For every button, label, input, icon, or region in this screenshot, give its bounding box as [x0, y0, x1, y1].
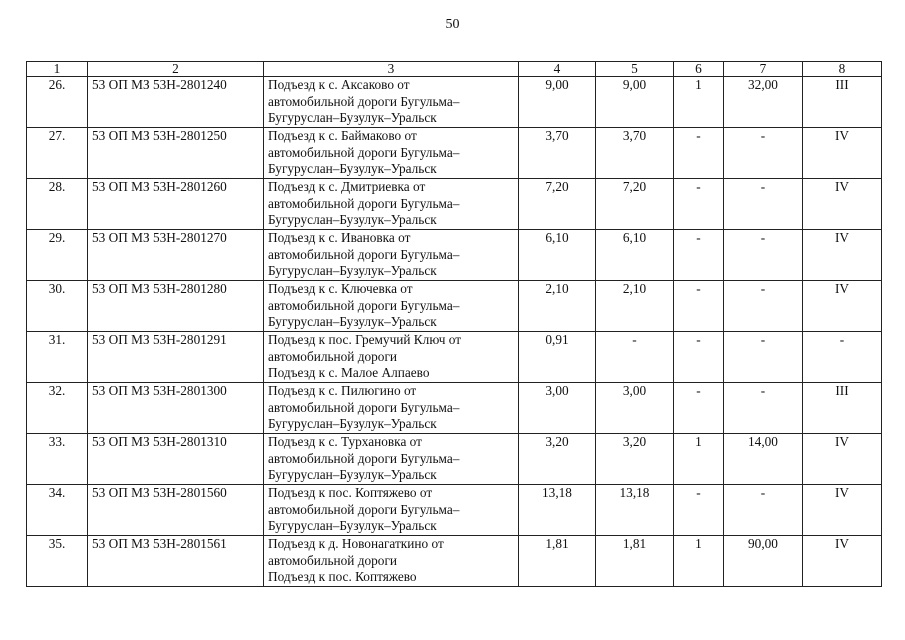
road-code: 53 ОП МЗ 53Н-2801300	[88, 383, 264, 434]
cell-col-6: -	[674, 281, 724, 332]
cell-col-5: 6,10	[596, 230, 674, 281]
col-header-7: 7	[724, 62, 803, 77]
row-number: 31.	[27, 332, 88, 383]
cell-col-8: IV	[803, 485, 882, 536]
cell-col-6: -	[674, 230, 724, 281]
road-name: Подъезд к пос. Коптяжево от автомобильной дороги Бугульма– Бугуруслан–Бузулук–Уральск	[264, 485, 519, 536]
col-header-1: 1	[27, 62, 88, 77]
road-name: Подъезд к с. Баймаково от автомобильной дороги Бугульма– Бугуруслан–Бузулук–Уральск	[264, 128, 519, 179]
row-number: 34.	[27, 485, 88, 536]
road-code: 53 ОП МЗ 53Н-2801561	[88, 536, 264, 587]
cell-col-8: IV	[803, 230, 882, 281]
cell-col-6: 1	[674, 77, 724, 128]
cell-col-6: -	[674, 383, 724, 434]
cell-col-8: IV	[803, 128, 882, 179]
table-row	[27, 179, 882, 230]
cell-col-7: -	[724, 179, 803, 230]
road-name: Подъезд к пос. Гремучий Ключ от автомобильной дороги Подъезд к с. Малое Алпаево	[264, 332, 519, 383]
row-number: 29.	[27, 230, 88, 281]
cell-col-6: -	[674, 332, 724, 383]
cell-col-7: -	[724, 281, 803, 332]
cell-col-4: 0,91	[519, 332, 596, 383]
road-name: Подъезд к с. Ивановка от автомобильной дороги Бугульма– Бугуруслан–Бузулук–Уральск	[264, 230, 519, 281]
road-code: 53 ОП МЗ 53Н-2801310	[88, 434, 264, 485]
cell-col-7: -	[724, 230, 803, 281]
cell-col-7: 90,00	[724, 536, 803, 587]
table-row	[27, 485, 882, 536]
cell-col-6: 1	[674, 536, 724, 587]
cell-col-6: 1	[674, 434, 724, 485]
col-header-8: 8	[803, 62, 882, 77]
cell-col-4: 2,10	[519, 281, 596, 332]
cell-col-4: 7,20	[519, 179, 596, 230]
cell-col-7: -	[724, 485, 803, 536]
col-header-3: 3	[264, 62, 519, 77]
road-name: Подъезд к с. Аксаково от автомобильной дороги Бугульма– Бугуруслан–Бузулук–Уральск	[264, 77, 519, 128]
cell-col-7: -	[724, 332, 803, 383]
cell-col-4: 9,00	[519, 77, 596, 128]
road-name: Подъезд к с. Ключевка от автомобильной дороги Бугульма– Бугуруслан–Бузулук–Уральск	[264, 281, 519, 332]
cell-col-8: IV	[803, 179, 882, 230]
road-code: 53 ОП МЗ 53Н-2801280	[88, 281, 264, 332]
table-row	[27, 536, 882, 587]
table-row	[27, 383, 882, 434]
row-number: 27.	[27, 128, 88, 179]
page-number: 50	[445, 17, 460, 32]
row-number: 32.	[27, 383, 88, 434]
cell-col-5: 3,70	[596, 128, 674, 179]
col-header-2: 2	[88, 62, 264, 77]
cell-col-4: 1,81	[519, 536, 596, 587]
cell-col-4: 13,18	[519, 485, 596, 536]
cell-col-7: 14,00	[724, 434, 803, 485]
cell-col-4: 6,10	[519, 230, 596, 281]
cell-col-5: 9,00	[596, 77, 674, 128]
road-code: 53 ОП МЗ 53Н-2801291	[88, 332, 264, 383]
cell-col-4: 3,20	[519, 434, 596, 485]
road-code: 53 ОП МЗ 53Н-2801560	[88, 485, 264, 536]
cell-col-8: -	[803, 332, 882, 383]
cell-col-4: 3,70	[519, 128, 596, 179]
row-number: 26.	[27, 77, 88, 128]
cell-col-5: 13,18	[596, 485, 674, 536]
cell-col-7: -	[724, 128, 803, 179]
col-header-4: 4	[519, 62, 596, 77]
table-row	[27, 434, 882, 485]
cell-col-7: -	[724, 383, 803, 434]
cell-col-4: 3,00	[519, 383, 596, 434]
road-name: Подъезд к с. Дмитриевка от автомобильной дороги Бугульма– Бугуруслан–Бузулук–Уральск	[264, 179, 519, 230]
cell-col-8: IV	[803, 434, 882, 485]
row-number: 33.	[27, 434, 88, 485]
cell-col-6: -	[674, 179, 724, 230]
road-name: Подъезд к с. Турхановка от автомобильной дороги Бугульма– Бугуруслан–Бузулук–Уральск	[264, 434, 519, 485]
cell-col-5: 3,20	[596, 434, 674, 485]
roads-table	[26, 61, 882, 587]
cell-col-5: 3,00	[596, 383, 674, 434]
cell-col-8: IV	[803, 281, 882, 332]
row-number: 28.	[27, 179, 88, 230]
road-name: Подъезд к с. Пилюгино от автомобильной дороги Бугульма– Бугуруслан–Бузулук–Уральск	[264, 383, 519, 434]
row-number: 35.	[27, 536, 88, 587]
table-row	[27, 77, 882, 128]
cell-col-5: 2,10	[596, 281, 674, 332]
table-row	[27, 332, 882, 383]
table-row	[27, 281, 882, 332]
cell-col-8: III	[803, 77, 882, 128]
cell-col-5: 7,20	[596, 179, 674, 230]
road-name: Подъезд к д. Новонагаткино от автомобильной дороги Подъезд к пос. Коптяжево	[264, 536, 519, 587]
cell-col-5: 1,81	[596, 536, 674, 587]
road-code: 53 ОП МЗ 53Н-2801240	[88, 77, 264, 128]
header-row	[27, 62, 882, 77]
cell-col-6: -	[674, 485, 724, 536]
row-number: 30.	[27, 281, 88, 332]
cell-col-6: -	[674, 128, 724, 179]
cell-col-8: IV	[803, 536, 882, 587]
road-code: 53 ОП МЗ 53Н-2801260	[88, 179, 264, 230]
road-code: 53 ОП МЗ 53Н-2801250	[88, 128, 264, 179]
table-row	[27, 230, 882, 281]
cell-col-8: III	[803, 383, 882, 434]
cell-col-5: -	[596, 332, 674, 383]
cell-col-7: 32,00	[724, 77, 803, 128]
table-row	[27, 128, 882, 179]
col-header-5: 5	[596, 62, 674, 77]
road-code: 53 ОП МЗ 53Н-2801270	[88, 230, 264, 281]
col-header-6: 6	[674, 62, 724, 77]
